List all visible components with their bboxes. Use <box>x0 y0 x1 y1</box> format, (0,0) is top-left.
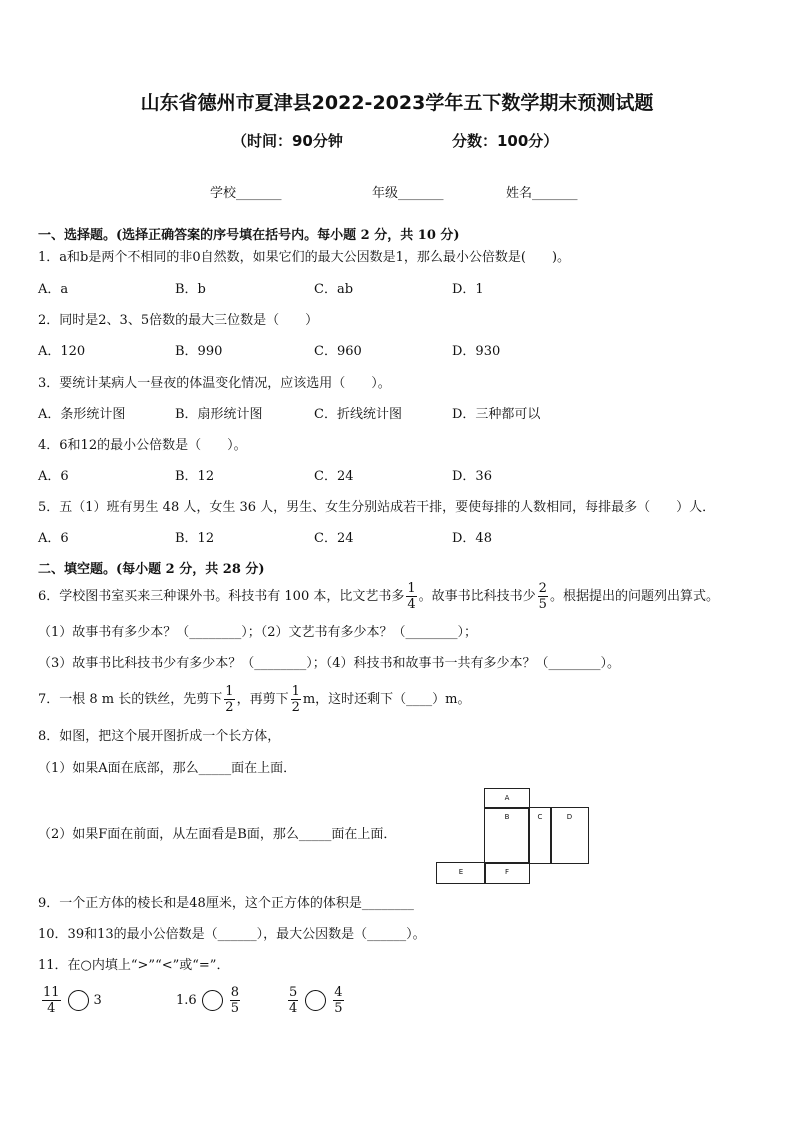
net-face-b: B <box>484 807 530 864</box>
section-fill-heading: 二、填空题。(每小题 2 分，共 28 分) <box>38 562 265 577</box>
q6-text-c: 。根据提出的问题列出算式。 <box>549 589 719 604</box>
q6-text-b: 。故事书比科技书少 <box>418 589 536 604</box>
q11-2-left-value: 1.6 <box>176 993 197 1008</box>
question-5: 5．五（1）班有男生 48 人，女生 36 人，男生、女生分别站成若干排，要使每排的人数相同，每排最多（ ）人． <box>38 500 716 515</box>
section-choice-heading: 一、选择题。(选择正确答案的序号填在括号内。每小题 2 分，共 10 分) <box>38 228 460 243</box>
q6-text-a: 6．学校图书室买来三种课外书。科技书有 100 本，比文艺书多 <box>38 589 405 604</box>
exam-score: 分数：100分） <box>452 132 559 150</box>
q3-option-c: C．折线统计图 <box>314 407 402 422</box>
q1-option-c: C．ab <box>314 282 354 297</box>
q2-option-a: A．120 <box>38 344 86 359</box>
q1-option-d: D．1 <box>452 282 484 297</box>
net-face-e: E <box>436 862 486 884</box>
q5-option-d: D．48 <box>452 531 492 546</box>
question-2: 2．同时是2、3、5倍数的最大三位数是（ ） <box>38 313 319 328</box>
question-4: 4．6和12的最小公倍数是（ ）。 <box>38 438 247 453</box>
q11-3-answer-circle[interactable] <box>305 990 326 1011</box>
q2-option-c: C．960 <box>314 344 362 359</box>
q8-part-1: （1）如果A面在底部，那么_____面在上面． <box>38 761 297 776</box>
q6-subquestions-1: （1）故事书有多少本？（________）；（2）文艺书有多少本？（________）； <box>38 625 478 640</box>
net-face-f: F <box>484 862 530 884</box>
q2-option-b: B．990 <box>175 344 223 359</box>
net-face-a: A <box>484 788 530 809</box>
q4-option-a: A．6 <box>38 469 69 484</box>
q6-fraction-1: $\frac{1}{4}$ <box>407 581 416 612</box>
q11-1-answer-circle[interactable] <box>68 990 89 1011</box>
q11-compare-3 <box>286 981 346 1021</box>
school-field: 学校_______ <box>210 186 282 201</box>
q6-subquestions-2: （3）故事书比科技书少有多少本？（________）；（4）科技书和故事书一共有多少本？（________）。 <box>38 656 621 671</box>
q4-option-d: D．36 <box>452 469 492 484</box>
question-1: 1．a和b是两个不相同的非0自然数，如果它们的最大公因数是1，那么最小公倍数是( )。 <box>38 250 571 265</box>
q11-compare-1 <box>40 981 102 1021</box>
grade-field: 年级_______ <box>372 186 444 201</box>
q1-option-b: B．b <box>175 282 206 297</box>
question-3: 3．要统计某病人一昼夜的体温变化情况，应该选用（ ）。 <box>38 376 391 391</box>
q2-option-d: D．930 <box>452 344 501 359</box>
question-6 <box>38 578 719 616</box>
q11-compare-2 <box>176 981 242 1021</box>
q5-option-c: C．24 <box>314 531 354 546</box>
q6-fraction-2: $\frac{2}{5}$ <box>538 581 547 612</box>
question-10: 10．39和13的最小公倍数是（______），最大公因数是（______）。 <box>38 927 426 942</box>
name-field: 姓名_______ <box>506 186 578 201</box>
q7-text-b: ，再剪下 <box>236 692 289 707</box>
question-9: 9．一个正方体的棱长和是48厘米，这个正方体的体积是________ <box>38 896 414 911</box>
q11-2-right-fraction: $\frac{8}{5}$ <box>230 985 239 1016</box>
question-8: 8．如图，把这个展开图折成一个长方体， <box>38 729 281 744</box>
q4-option-b: B．12 <box>175 469 215 484</box>
exam-time: （时间：90分钟 <box>232 132 343 150</box>
q8-part-2: （2）如果F面在前面，从左面看是B面，那么_____面在上面． <box>38 827 397 842</box>
q11-1-right-value: 3 <box>93 993 102 1008</box>
q11-3-right-fraction: $\frac{4}{5}$ <box>334 985 343 1016</box>
net-face-d: D <box>550 807 589 864</box>
q3-option-b: B．扇形统计图 <box>175 407 263 422</box>
net-face-c: C <box>528 807 552 864</box>
q7-fraction-2: $\frac{1}{2}$ <box>291 684 300 715</box>
q3-option-a: A．条形统计图 <box>38 407 126 422</box>
q11-1-left-fraction: $\frac{11}{4}$ <box>43 985 60 1016</box>
q4-option-c: C．24 <box>314 469 354 484</box>
q7-fraction-1: $\frac{1}{2}$ <box>225 684 234 715</box>
page-title: 山东省德州市夏津县2022-2023学年五下数学期末预测试题 <box>140 92 654 114</box>
question-11: 11．在○内填上“>”“<”或“=”． <box>38 958 230 973</box>
q5-option-b: B．12 <box>175 531 215 546</box>
q7-text-a: 7．一根 8 m 长的铁丝，先剪下 <box>38 692 223 707</box>
q11-3-left-fraction: $\frac{5}{4}$ <box>289 985 298 1016</box>
q5-option-a: A．6 <box>38 531 69 546</box>
q3-option-d: D．三种都可以 <box>452 407 541 422</box>
q1-option-a: A．a <box>38 282 69 297</box>
q7-text-c: m，这时还剩下（____）m。 <box>302 692 471 707</box>
q11-2-answer-circle[interactable] <box>202 990 223 1011</box>
question-7 <box>38 681 471 719</box>
